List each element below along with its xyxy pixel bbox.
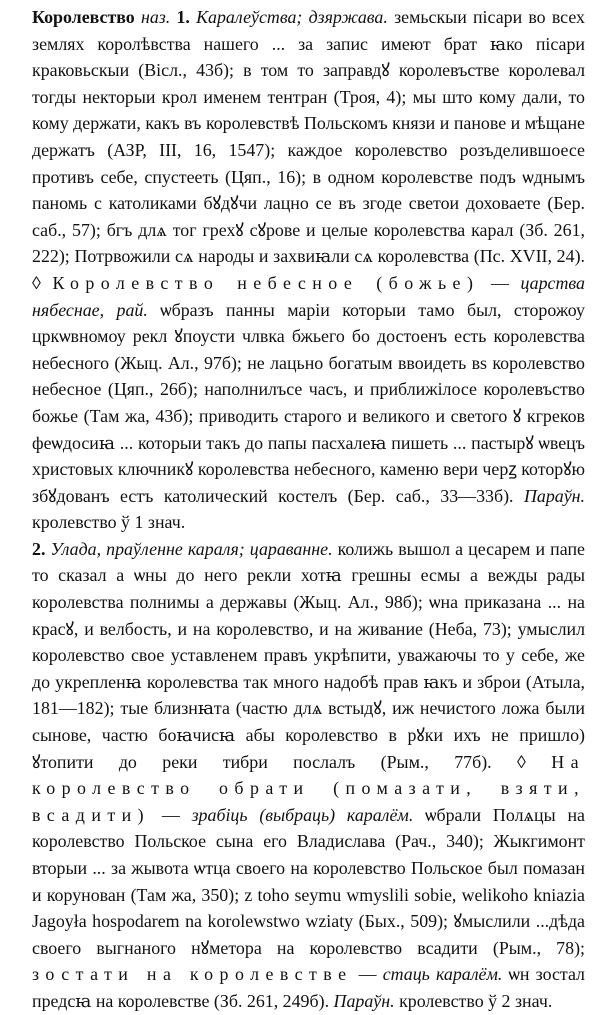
phrase-gloss: зрабіць (выбраць) каралём.: [191, 804, 414, 825]
citation-text: земьскыи пісари во всех землях королѣвства нашего ... за запис имеют брат ꙗко пісари краковьскыи (Вісл., 43б); в том то заправдꙋ королевъстве королевал тогды некторыи крол именем тентран (Троя, 4); мы што кому дали, то кому держати, какъ въ королевствѣ Польскомъ князи и панове и мѣщане держатъ (АЗР, III, 16, 1547); каждое королевство розъделившоесе противъ себе, спустееть (Цяп., 16); в одном королевстве подъ ѡднымъ паномь с католиками бꙋдꙋчи лацно се въ згоде светои доховаете (Бер. саб., 57); бгъ длѧ тог грехꙋ сꙋрове и целые королевства карал (Зб. 261, 222); Потрвожили сѧ народы и захвиꙗли сѧ королевства (Пс. XVII, 24). ◊: [32, 7, 585, 293]
phrase-dash: —: [358, 964, 377, 985]
sense-gloss: Каралеўства; дзяржава.: [196, 7, 388, 27]
phrase-gloss: царства нябеснае, рай.: [32, 272, 585, 320]
sense-gloss: Улада, праўленне караля; цараванне.: [50, 538, 333, 559]
part-of-speech: наз.: [140, 7, 171, 27]
dictionary-entry-sense-1: [8, 4, 585, 536]
set-phrase: Королевство небесное (божье): [52, 272, 480, 293]
cross-reference-text: кролевство ў 2 знач.: [399, 990, 553, 1011]
citation-text: ѡбразъ панны маріи которыи тамо был, сторожоу цркѡвномоу рекл ꙋпоусти члвка бжьего бо достоенъ есть королевства небесного (Жыц. Ал., 97б); не лацьно богатым ввоидеть вs королевство небесное (Цяп., 26б); наполнилъсе часъ, и приближілосе королевъство божье (Там жа, 43б); приводить старого и великого и светого ꙋ кгреков феѡдосиꙗ ... которыи такъ до папы пасхалеꙗ пишеть ... пастырꙋ ѡвецъ христовых ключникꙋ королевства небесного, каменю вери черꙁ которꙋю збꙋдованъ естъ католический костелъ (Бер. саб., 33—33б).: [32, 299, 585, 506]
citation-text: ѡбрали Полѧцы на королевство Польское сына его Владислава (Рач., 340); Жыкгимонт вторыи ... за жывота ѡтца своего на королевство Польское был помазан и корунован (Там жа, 350); z toho seymu wmyslili sobie, welikoho kniazia Jagoyła hospodarem na korolewstwo wziaty (Бых., 509); ꙋмыслили ...дѣда своего выгнаного нꙋметора на королевство всадити (Рым., 78);: [32, 804, 585, 958]
sense-number: 1.: [176, 7, 190, 27]
cross-reference-label: Параўн.: [333, 990, 395, 1011]
phrase-dash: —: [161, 804, 180, 825]
citation-text: ѡн зостал предсꙗ на королевстве (Зб. 261, 249б).: [32, 964, 585, 1011]
cross-reference-text: кролевство ў 1 знач.: [32, 512, 186, 533]
phrase-dash: —: [490, 272, 509, 293]
headword: Королевство: [32, 7, 135, 27]
set-phrase: На королевство обрати (помазати, взяти, всадити): [32, 751, 585, 825]
phrase-gloss: стаць каралём.: [382, 964, 503, 985]
set-phrase: зостати на королевстве: [32, 964, 353, 985]
cross-reference-label: Параўн.: [523, 485, 585, 506]
sense-number: 2.: [32, 538, 46, 559]
dictionary-entry-sense-2: [8, 536, 585, 1015]
citation-text: колижь вышол а цесарем и папе то сказал а ѡны до него рекли хотꙗ грешны есмы а вежды рады королевства полнимы а державы (Жыц. Ал., 98б); ѡна приказана ... на красꙋ, и велбость, и на королевство, и на живание (Неба, 73); умыслил королевство свое уставленем правъ укрѣпити, уважаючы то у себе, же до укрепленꙗ королевства так много надобѣ прав ꙗкъ и збрoи (Атыла, 181—182); тые близнꙗта (частю длѧ встыдꙋ, иж нечистого ложа были сынове, частю боꙗчисꙗ абы королевство в рꙋки ихъ не пришло) ꙋтопити до реки тибри послалъ (Рым., 77б). ◊: [32, 538, 585, 772]
